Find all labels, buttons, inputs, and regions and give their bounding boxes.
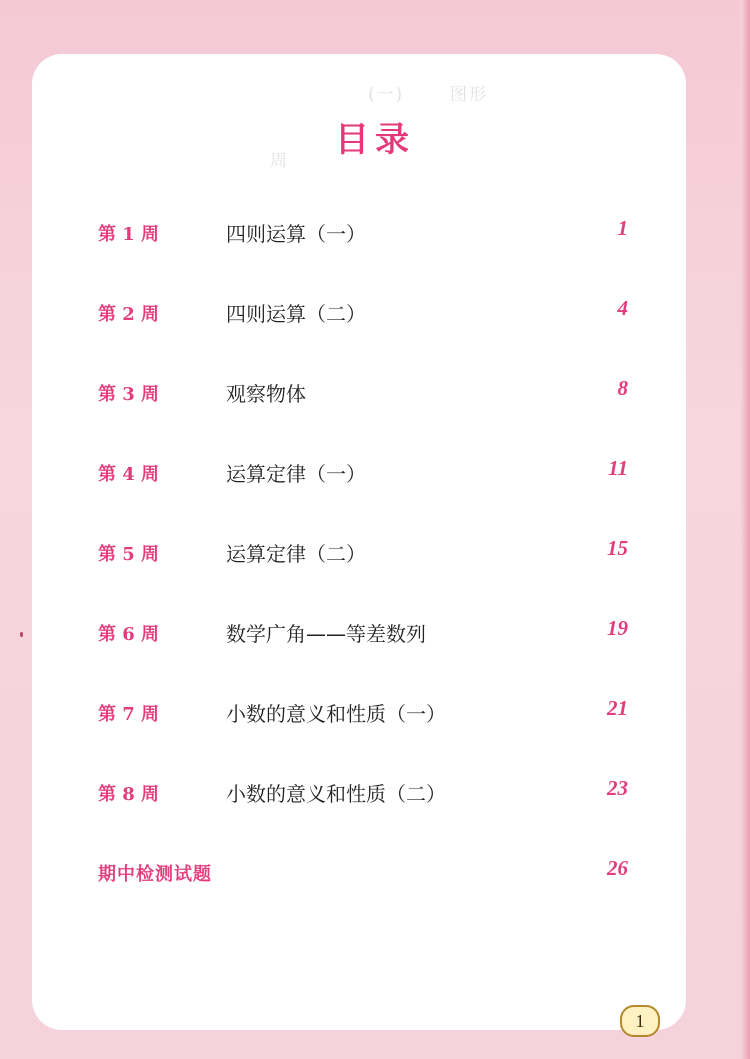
toc-row[interactable] (0, 218, 750, 252)
toc-topic: 小数的意义和性质（二） (226, 782, 446, 806)
bleed-through-text: (一) (368, 85, 405, 105)
toc-page-number: 26 (607, 856, 628, 880)
toc-topic: 运算定律（一） (226, 462, 366, 486)
toc-week-label: 第 2 周 (98, 304, 160, 325)
toc-topic: 四则运算（二） (226, 302, 366, 326)
toc-page-number: 8 (617, 376, 628, 400)
toc-week-label: 第 4 周 (98, 464, 160, 485)
toc-row[interactable] (0, 298, 750, 332)
toc-week-label: 第 6 周 (98, 624, 160, 645)
toc-topic: 运算定律（二） (226, 542, 366, 566)
toc-topic: 小数的意义和性质（一） (226, 702, 446, 726)
toc-page-number: 4 (617, 296, 628, 320)
toc-week-label: 第 8 周 (98, 784, 160, 805)
toc-week-label: 第 7 周 (98, 704, 160, 725)
toc-row[interactable] (0, 778, 750, 812)
page-title: 目录 (335, 120, 415, 160)
toc-row[interactable] (0, 538, 750, 572)
toc-row[interactable] (0, 378, 750, 412)
page-number-badge: 1 (620, 1005, 660, 1037)
toc-page-number: 1 (617, 216, 628, 240)
toc-row[interactable] (0, 698, 750, 732)
toc-topic: 四则运算（一） (226, 222, 366, 246)
toc-page-number: 23 (607, 776, 628, 800)
toc-week-label: 第 5 周 (98, 544, 160, 565)
toc-week-label: 第 3 周 (98, 384, 160, 405)
toc-row[interactable] (0, 618, 750, 652)
toc-page-number: 19 (607, 616, 628, 640)
toc-topic: 数学广角——等差数列 (226, 622, 426, 646)
midterm-test-label: 期中检测试题 (98, 864, 212, 885)
toc-row[interactable] (0, 458, 750, 492)
bleed-through-text: 图形 (450, 85, 488, 105)
toc-topic: 观察物体 (226, 382, 306, 406)
toc-row-midterm[interactable] (0, 858, 750, 892)
bleed-through-text: 周 (270, 151, 289, 171)
toc-page-number: 15 (607, 536, 628, 560)
toc-page-number: 11 (608, 456, 628, 480)
toc-week-label: 第 1 周 (98, 224, 160, 245)
toc-page-number: 21 (607, 696, 628, 720)
